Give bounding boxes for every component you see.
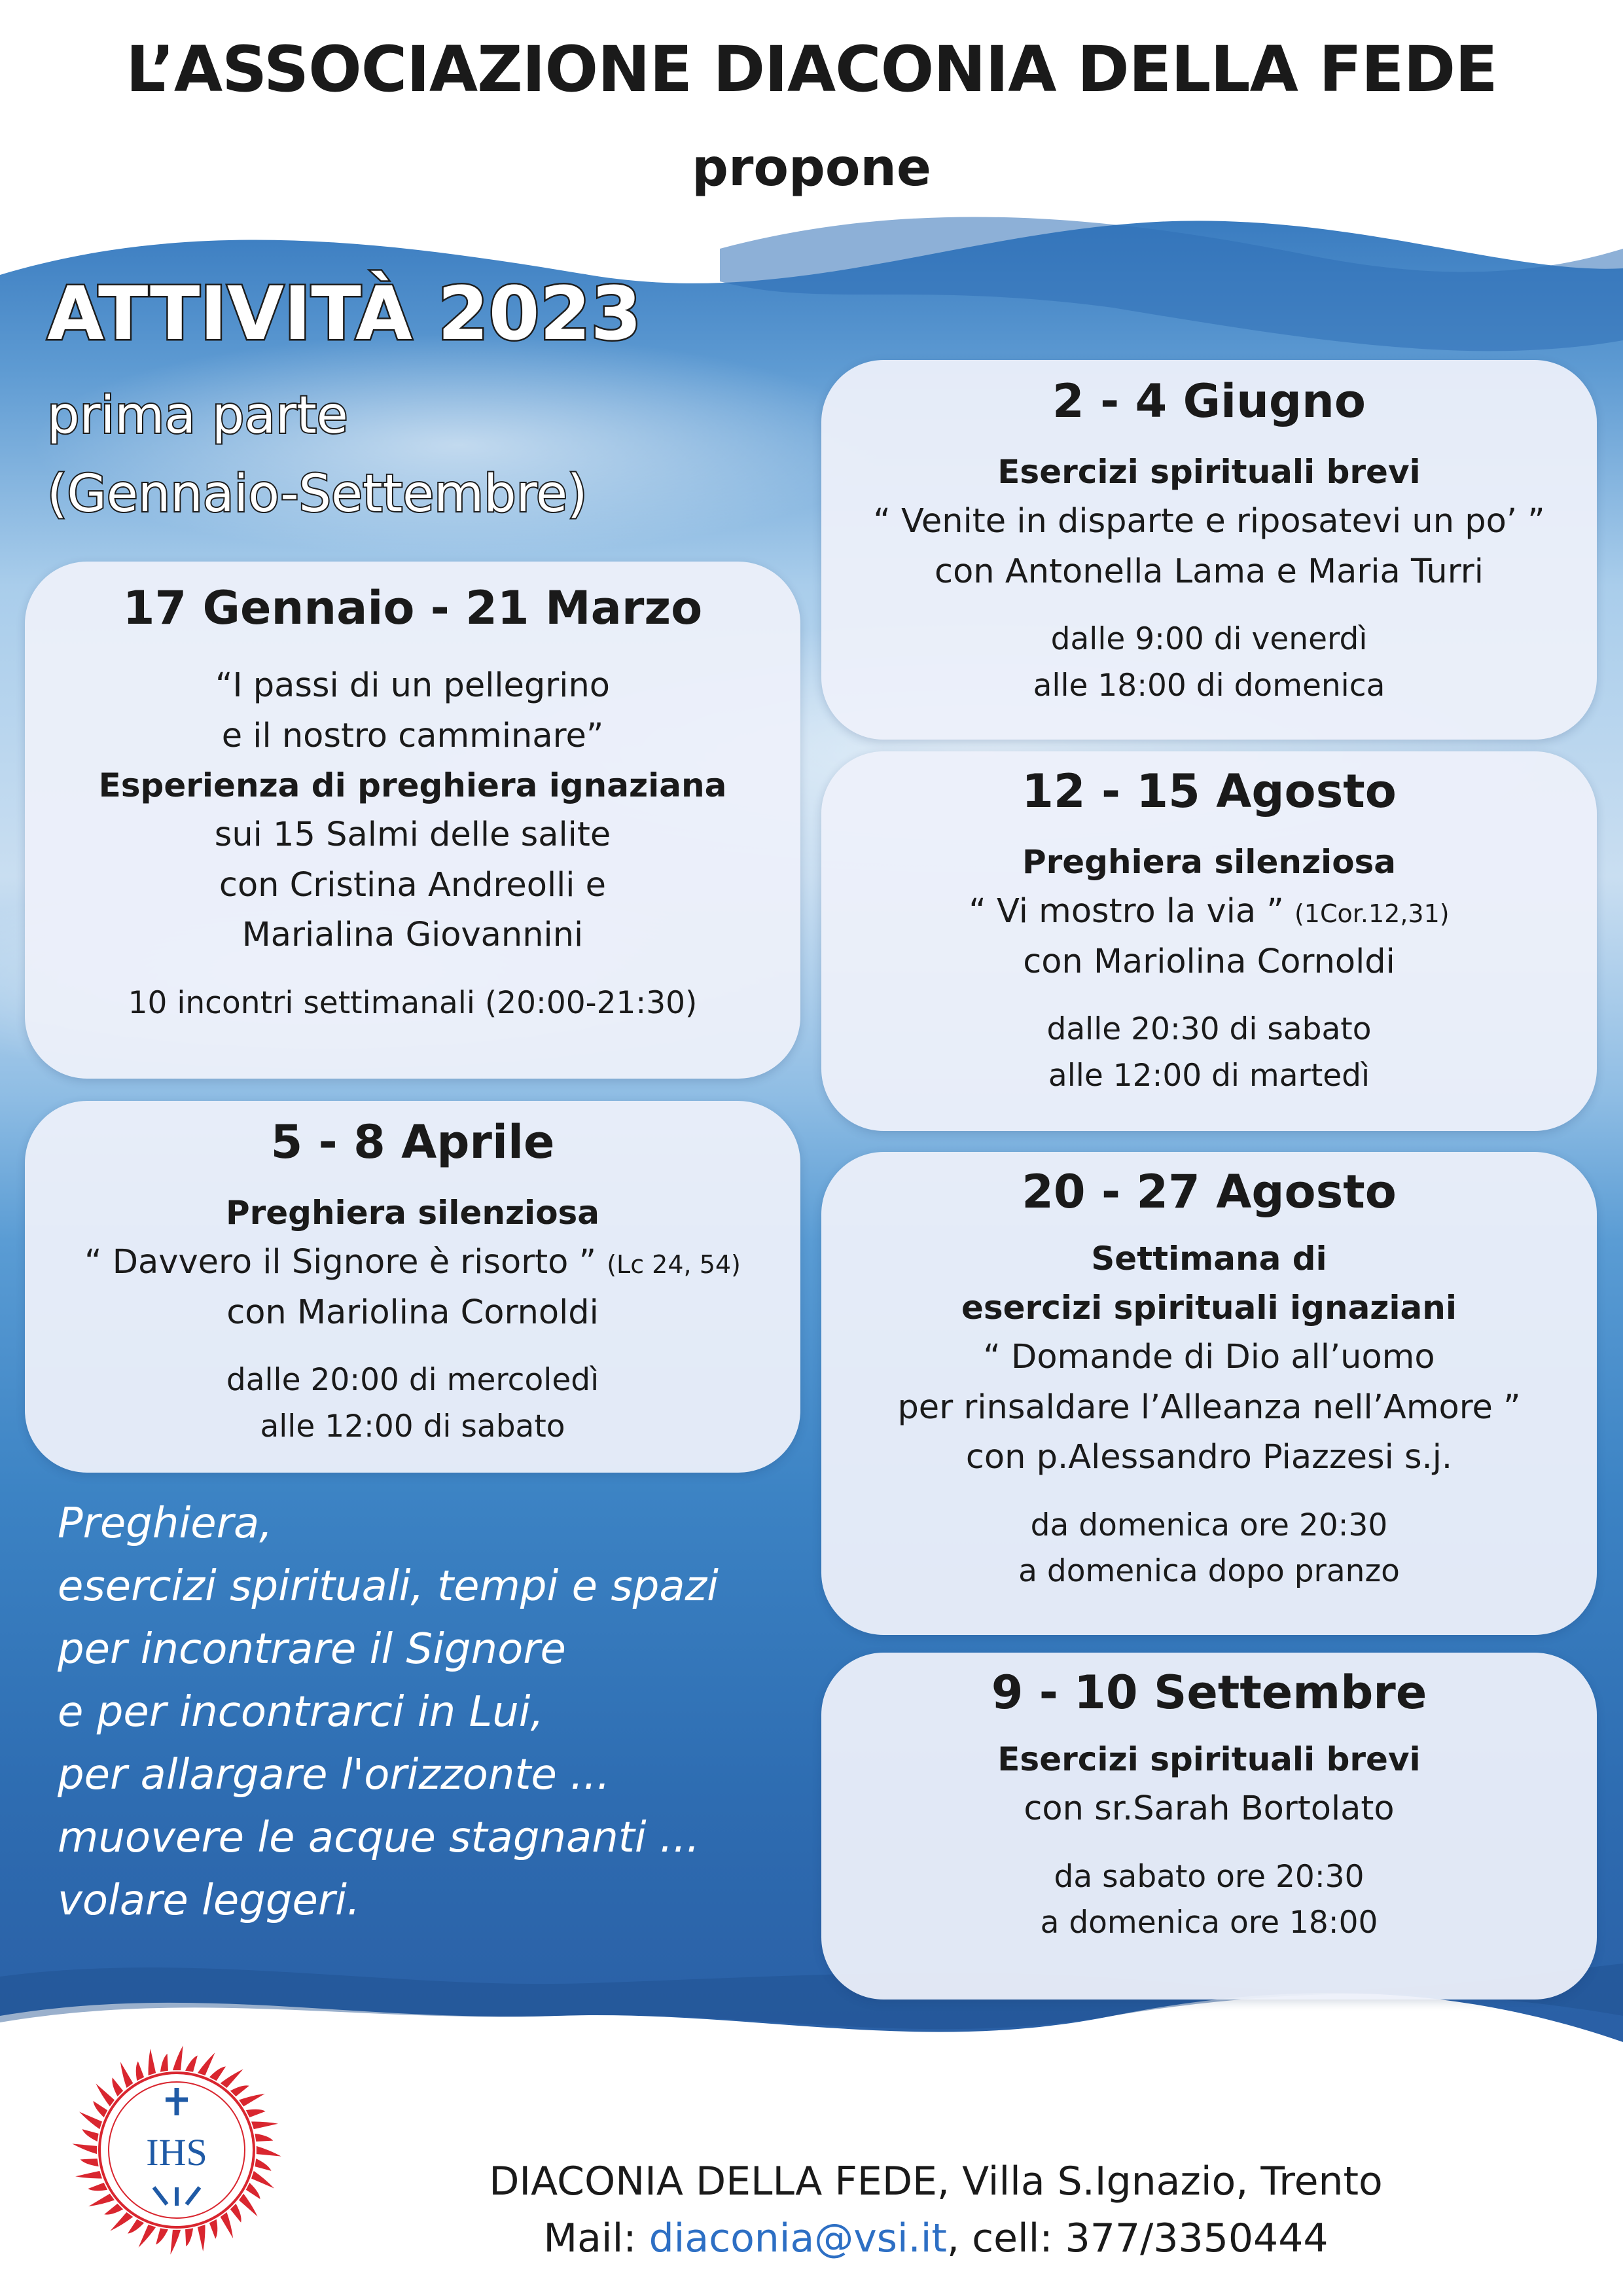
event-card-agosto-esercizi: [821, 1152, 1597, 1635]
logo-ray: [160, 2054, 168, 2072]
event-title: “ Venite in disparte e riposatevi un po’ ”: [873, 502, 1545, 541]
event-title-line: per rinsaldare l’Alleanza nell’Amore ”: [897, 1388, 1521, 1427]
event-kind: Esercizi spirituali brevi: [997, 1740, 1421, 1778]
event-date: 5 - 8 Aprile: [270, 1115, 555, 1169]
footer-address: DIACONIA DELLA FEDE, Villa S.Ignazio, Trento: [489, 2159, 1383, 2204]
event-title-line: “ Domande di Dio all’uomo: [983, 1338, 1435, 1376]
event-reference: (Lc 24, 54): [607, 1250, 741, 1279]
event-time: da domenica ore 20:30: [1030, 1507, 1388, 1543]
event-time: 10 incontri settimanali (20:00-21:30): [128, 984, 698, 1021]
motto-line: Preghiera,: [58, 1499, 273, 1548]
event-guide: con sr.Sarah Bortolato: [1024, 1789, 1395, 1828]
event-kind: Preghiera silenziosa: [225, 1194, 600, 1232]
logo-ray: [72, 2144, 97, 2154]
event-time: dalle 20:00 di mercoledì: [226, 1362, 599, 1398]
logo-ray: [79, 2112, 102, 2130]
event-card-settembre: [821, 1653, 1597, 2000]
header-subtitle: propone: [692, 139, 931, 198]
event-card-agosto-preghiera: [821, 751, 1597, 1131]
event-title-line: [821, 887, 1597, 937]
logo-ray: [173, 2045, 183, 2070]
event-kind: Preghiera silenziosa: [1022, 843, 1397, 881]
event-title: “ Vi mostro la via ”: [969, 892, 1284, 931]
logo-ray: [239, 2094, 265, 2106]
header-title: L’ASSOCIAZIONE DIACONIA DELLA FEDE: [126, 33, 1497, 106]
email-link[interactable]: diaconia@vsi.it: [649, 2215, 947, 2261]
logo-ray: [149, 2049, 156, 2075]
event-card-aprile: [25, 1101, 800, 1473]
activities-range: (Gennaio-Settembre): [47, 465, 588, 524]
logo-ray: [246, 2109, 266, 2117]
logo-ray: [112, 2077, 123, 2096]
logo-ray: [221, 2069, 243, 2088]
logo-ray: [96, 2083, 115, 2106]
logo-ray: [198, 2053, 215, 2075]
event-reference: (1Cor.12,31): [1294, 899, 1450, 928]
motto-quote: [58, 1492, 719, 1932]
footer-contact: [0, 2153, 1623, 2267]
event-title-line: “I passi di un pellegrino: [215, 666, 610, 705]
event-time: alle 18:00 di domenica: [1033, 667, 1385, 704]
event-time: dalle 20:30 di sabato: [1046, 1011, 1372, 1047]
logo-ray: [251, 2122, 278, 2130]
logo-ray: [82, 2129, 98, 2142]
logo-ray: [136, 2061, 144, 2081]
event-kind: Settimana di: [1091, 1240, 1327, 1278]
event-time: a domenica dopo pranzo: [1018, 1553, 1400, 1589]
event-card-gennaio: [25, 562, 800, 1079]
event-guide: Marialina Giovannini: [241, 916, 584, 954]
event-time: da sabato ore 20:30: [1054, 1858, 1364, 1895]
event-kind: Esercizi spirituali brevi: [997, 453, 1421, 491]
event-date: 12 - 15 Agosto: [1022, 764, 1397, 818]
event-guide: con Antonella Lama e Maria Turri: [935, 552, 1484, 591]
cell-number: , cell: 377/3350444: [946, 2215, 1329, 2261]
event-guide: con Cristina Andreolli e: [219, 865, 607, 905]
event-time: alle 12:00 di sabato: [260, 1408, 565, 1444]
footer-contact-line: [0, 2210, 1623, 2267]
logo-text: IHS: [146, 2131, 207, 2174]
logo-ray: [120, 2062, 133, 2088]
event-title-line: [25, 1238, 800, 1288]
event-guide: con Mariolina Cornoldi: [1023, 942, 1395, 981]
mail-label: Mail:: [543, 2215, 649, 2261]
event-date: 17 Gennaio - 21 Marzo: [122, 581, 703, 635]
event-guide: con Mariolina Cornoldi: [226, 1293, 599, 1332]
event-date: 2 - 4 Giugno: [1052, 374, 1366, 428]
event-kind: Esperienza di preghiera ignaziana: [98, 766, 727, 804]
motto-line: e per incontrarci in Lui,: [58, 1688, 544, 1736]
logo-ray: [209, 2066, 226, 2081]
event-title: “ Davvero il Signore è risorto ”: [84, 1243, 596, 1282]
event-time: dalle 9:00 di venerdì: [1050, 621, 1368, 657]
event-detail: sui 15 Salmi delle salite: [214, 816, 611, 854]
motto-line: muovere le acque stagnanti ...: [58, 1814, 700, 1862]
motto-line: per allargare l'orizzonte ...: [58, 1751, 611, 1799]
logo-ray: [185, 2055, 198, 2072]
activities-part: prima parte: [47, 386, 348, 445]
event-card-giugno: [821, 360, 1597, 740]
logo-ray: [230, 2085, 249, 2096]
motto-line: esercizi spirituali, tempi e spazi: [58, 1562, 719, 1611]
event-kind: esercizi spirituali ignaziani: [961, 1289, 1457, 1327]
event-guide: con p.Alessandro Piazzesi s.j.: [965, 1438, 1453, 1477]
event-time: a domenica ore 18:00: [1040, 1905, 1378, 1941]
motto-line: volare leggeri.: [58, 1876, 361, 1925]
event-title-line: e il nostro camminare”: [221, 716, 604, 755]
event-time: alle 12:00 di martedì: [1048, 1057, 1370, 1094]
logo-ray: [93, 2101, 107, 2117]
event-date: 9 - 10 Settembre: [991, 1666, 1427, 1719]
event-date: 20 - 27 Agosto: [1022, 1165, 1397, 1219]
activities-year: ATTIVITÀ 2023: [47, 272, 642, 357]
logo-ray: [255, 2134, 273, 2142]
motto-line: per incontrare il Signore: [58, 1625, 566, 1674]
